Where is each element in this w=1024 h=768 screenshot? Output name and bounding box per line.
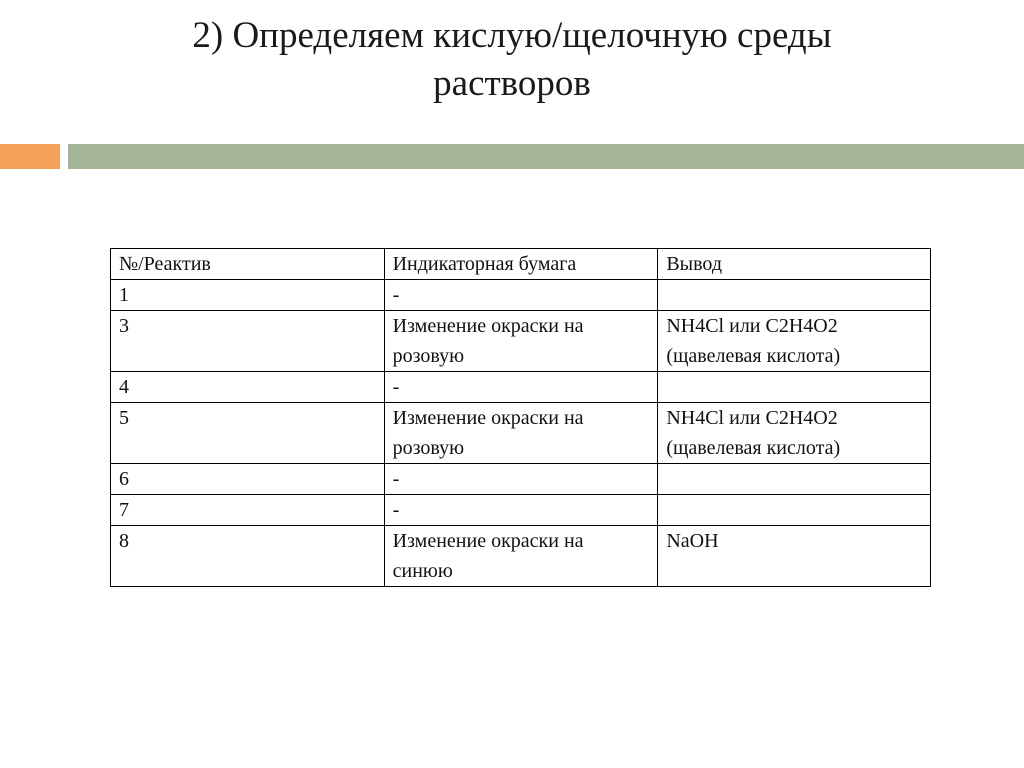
cell-conclusion <box>658 280 931 311</box>
cell-conclusion <box>658 464 931 495</box>
cell-conclusion <box>658 372 931 403</box>
cell-reagent: 3 <box>111 311 385 372</box>
title-line-1: 2) Определяем кислую/щелочную среды <box>192 15 832 56</box>
cell-conclusion <box>658 495 931 526</box>
table-row <box>111 464 931 495</box>
table-row <box>111 372 931 403</box>
cell-reagent: 7 <box>111 495 385 526</box>
cell-indicator-paper: - <box>384 464 658 495</box>
table-row <box>111 280 931 311</box>
header-conclusion: Вывод <box>658 249 931 280</box>
table-row <box>111 311 931 372</box>
results-table <box>110 248 931 587</box>
cell-conclusion: NaOH <box>658 526 931 587</box>
accent-bar-green <box>68 144 1024 169</box>
cell-indicator-paper: - <box>384 280 658 311</box>
cell-reagent: 8 <box>111 526 385 587</box>
cell-conclusion: NH4Cl или C2H4O2 (щавелевая кислота) <box>658 311 931 372</box>
cell-reagent: 1 <box>111 280 385 311</box>
table-row <box>111 526 931 587</box>
accent-bar-orange <box>0 144 60 169</box>
table-row <box>111 403 931 464</box>
slide-title <box>0 12 1024 108</box>
cell-indicator-paper: Изменение окраски на синюю <box>384 526 658 587</box>
table-header-row <box>111 249 931 280</box>
title-line-2: растворов <box>433 63 591 104</box>
cell-indicator-paper: - <box>384 495 658 526</box>
cell-indicator-paper: Изменение окраски на розовую <box>384 403 658 464</box>
cell-reagent: 4 <box>111 372 385 403</box>
cell-indicator-paper: Изменение окраски на розовую <box>384 311 658 372</box>
cell-indicator-paper: - <box>384 372 658 403</box>
cell-conclusion: NH4Cl или C2H4O2 (щавелевая кислота) <box>658 403 931 464</box>
header-reagent: №/Реактив <box>111 249 385 280</box>
cell-reagent: 6 <box>111 464 385 495</box>
table-row <box>111 495 931 526</box>
header-indicator-paper: Индикаторная бумага <box>384 249 658 280</box>
cell-reagent: 5 <box>111 403 385 464</box>
